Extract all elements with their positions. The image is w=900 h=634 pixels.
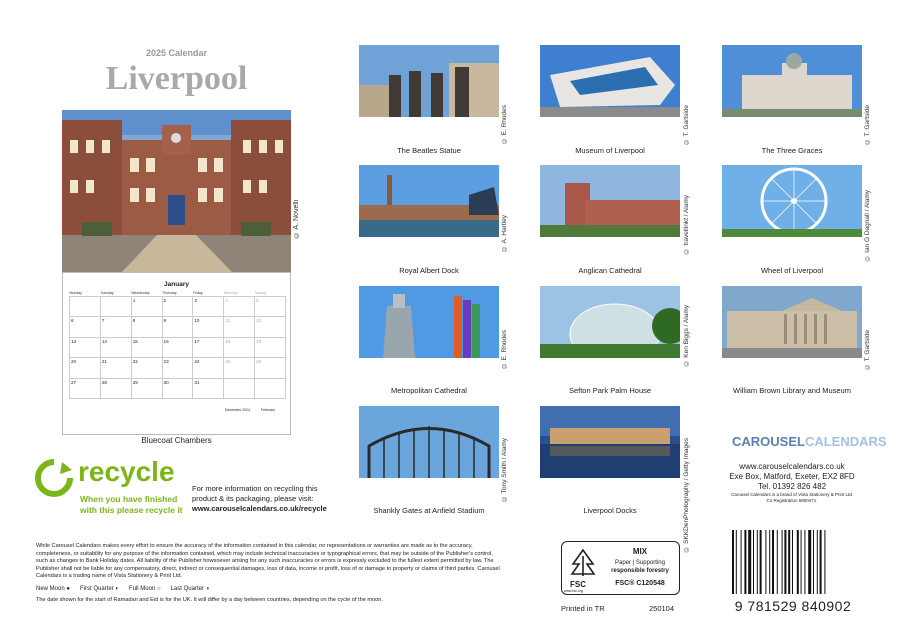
day-cell: 11 [224,317,255,338]
tile-credit: © T. Gartside [683,105,690,146]
day-cell: 6 [70,317,101,338]
publisher-contact [722,462,862,504]
brand-part-2: CALENDARS [804,434,887,449]
fsc-logo-text: FSC [570,580,586,589]
day-cell: 3 [193,296,224,317]
day-cell: 14 [100,337,131,358]
day-cell [255,378,286,399]
recycle-word: recycle [78,456,175,487]
publisher-logo [732,434,887,449]
recycle-info-1: For more information on recycling this [192,484,318,493]
calendar-grid [69,291,286,399]
tile-credit: © Ken Biggs / Alamy [683,305,690,367]
day-cell: 20 [70,358,101,379]
tile-credit: © Ian G Dagnall / Alamy [864,190,871,262]
tile-caption: Shankly Gates at Anfield Stadium [373,506,485,515]
day-cell: 19 [255,337,286,358]
photo-three-graces [722,45,862,117]
tile-caption: Anglican Cathedral [578,266,642,275]
photo-liverpool-docks [540,406,680,478]
fsc-tree-icon [568,548,598,578]
weekday-header: Saturday [223,291,238,296]
day-cell: 25 [224,358,255,379]
fsc-code: FSC® C120548 [615,580,665,587]
day-cell [100,296,131,317]
tile-caption: William Brown Library and Museum [733,386,851,395]
moon-full-label: Full Moon [128,586,156,592]
moon-new-label: New Moon [36,586,65,592]
day-cell: 8 [131,317,162,338]
publisher-phone: Tel. 01392 826 482 [757,482,827,491]
mini-calendar-prev: December 2024 [225,408,250,412]
day-cell: 18 [224,337,255,358]
day-cell [224,378,255,399]
tile-credit: © T. Gartside [864,330,871,371]
day-cell: 17 [193,337,224,358]
isbn-number: 9 781529 840902 [734,598,852,614]
tile-caption: Sefton Park Palm House [568,386,652,395]
fsc-website: www.fsc.org [564,589,583,593]
day-cell: 2 [162,296,193,317]
recycle-icon [34,458,74,503]
day-cell: 4 [224,296,255,317]
month-name: January [164,281,189,288]
day-cell: 5 [255,296,286,317]
tile-caption: Liverpool Docks [583,506,637,515]
recycle-info-2: product & its packaging, please visit: [192,494,314,503]
tile-caption: The Beatles Statue [397,146,461,155]
last-quarter-icon: ◑ [205,586,210,592]
cover-photo [62,110,291,272]
day-cell: 10 [193,317,224,338]
ramadan-note: The date shown for the start of Ramadan and Eid is for the UK. It will differ by a day between countries, depending on the cycle of the moon. [36,597,383,603]
tile-credit: © E. Rhodes [501,330,508,370]
publisher-website: www.carouselcalendars.co.uk [739,462,845,471]
fsc-desc-1: Paper | Supporting [615,560,665,566]
cover-caption: Bluecoat Chambers [141,436,212,445]
day-cell: 7 [100,317,131,338]
fsc-label [561,541,680,595]
tile-caption: The Three Graces [761,146,823,155]
new-moon-icon: ● [66,586,70,592]
day-cell: 12 [255,317,286,338]
tile-caption: Royal Albert Dock [399,266,459,275]
day-cell: 13 [70,337,101,358]
tile-caption: Metropolitan Cathedral [391,386,467,395]
day-cell: 15 [131,337,162,358]
mini-calendar-next: February [261,408,276,412]
publisher-address: Exe Box, Matford, Exeter, EX2 8FD [729,472,855,481]
disclaimer: While Carousel Calendars makes every effort to ensure the accuracy of the information contained in this calendar, no representations or warranties are made as to the accuracy, completeness, or suitability for any purpose of the information contained, which may include technical inaccuracies or typographical errors, that may be outside of the Publisher's control, such as changes to Bank Holiday dates. All liability of the Publisher howsoever arising for any such inaccuracies or errors is expressly excluded to the fullest extent permitted by law. The Publisher shall not be liable for any compensatory, direct, indirect or consequential damages, loss of data, income or profit, loss of or damage to property or claims of third parties. Carousel Calendars is a trading name of Vista Stationery & Print Ltd. [36,543,500,580]
photo-beatles-statue [359,45,499,117]
tile-credit: © E. Rhodes [501,105,508,145]
tile-credit: © travellinkt / Alamy [683,195,690,255]
printed-in: Printed in TR [561,604,605,613]
photo-museum-of-liverpool [540,45,680,117]
tile-caption: Museum of Liverpool [575,146,645,155]
day-cell: 1 [131,296,162,317]
moon-first-label: First Quarter [79,586,114,592]
moon-last-label: Last Quarter [170,586,204,592]
day-cell: 27 [70,378,101,399]
cover-photo-credit: © A. Novelli [293,200,300,239]
day-cell: 29 [131,378,162,399]
day-cell [70,296,101,317]
recycle-line-2: with this please recycle it [80,505,183,515]
month-calendar [62,272,291,435]
full-moon-icon: ○ [156,586,161,592]
barcode [730,530,860,594]
day-cell: 9 [162,317,193,338]
recycle-message [80,494,183,516]
recycle-line-1: When you have finished [80,494,178,504]
weekday-header: Friday [192,291,203,296]
tile-credit: © A. Hartley [501,215,508,252]
calendar-title: Liverpool [105,60,248,97]
day-cell: 26 [255,358,286,379]
photo-anglican-cathedral [540,165,680,237]
day-cell: 23 [162,358,193,379]
tile-credit: © Tony Smith / Alamy [501,438,508,502]
fsc-mix: MIX [632,547,648,556]
fsc-desc-2: responsible forestry [611,568,669,574]
brand-part-1: CAROUSEL [732,434,805,449]
photo-william-brown-library [722,286,862,358]
fsc-desc [602,559,678,575]
photo-metropolitan-cathedral [359,286,499,358]
weekday-header: Thursday [162,291,177,296]
day-cell: 16 [162,337,193,358]
photo-shankly-gates [359,406,499,478]
photo-sefton-park-palm-house [540,286,680,358]
tile-caption: Wheel of Liverpool [760,266,824,275]
photo-wheel-of-liverpool [722,165,862,237]
weekday-header: Wednesday [131,291,150,296]
moon-legend [36,586,209,592]
day-cell: 28 [100,378,131,399]
first-quarter-icon: ◐ [115,586,119,592]
calendar-year: 2025 Calendar [145,48,208,58]
publisher-reg: Co Registration 5900471. [766,498,818,503]
product-code: 250104 [649,604,675,613]
weekday-header: Sunday [254,291,267,296]
day-cell: 22 [131,358,162,379]
recycle-info [192,484,327,514]
weekday-header: Monday [69,291,82,296]
day-cell: 21 [100,358,131,379]
weekday-header: Tuesday [100,291,114,296]
tile-credit: © T. Gartside [864,105,871,146]
day-cell: 24 [193,358,224,379]
recycle-url[interactable]: www.carouselcalendars.co.uk/recycle [192,504,327,513]
day-cell: 30 [162,378,193,399]
publisher-note: Carousel Calendars is a brand of Vista Stationery & Print Ltd. [731,492,853,497]
day-cell: 31 [193,378,224,399]
tile-credit: © SKKDenPhotography / Getty Images [683,438,690,553]
photo-royal-albert-dock [359,165,499,237]
